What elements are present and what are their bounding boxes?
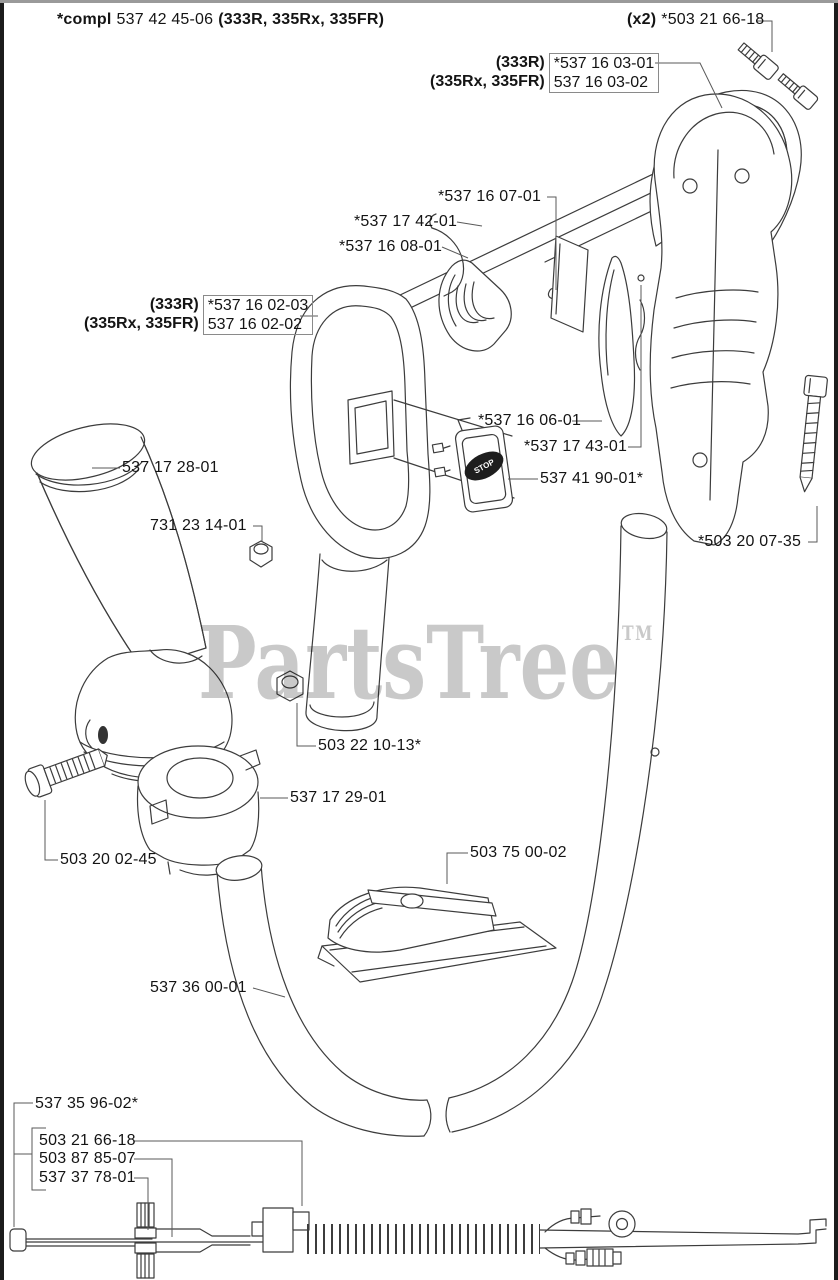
part-label-group-537-16-02: [84, 295, 313, 335]
part-label-537-41-90-01: 537 41 90-01*: [540, 470, 644, 487]
right-page-border: [834, 0, 838, 1280]
part-label-537-17-42-01: *537 17 42-01: [354, 213, 458, 230]
cover-screw-2-drawing: [776, 71, 819, 111]
trigger-bracket-drawing: [551, 236, 588, 332]
partstree-watermark: [198, 583, 654, 722]
part-537-16-02-03: *537 16 02-03: [207, 297, 309, 314]
part-label-537-16-07-01: *537 16 07-01: [438, 188, 542, 205]
assembly-title-models: (333R, 335Rx, 335FR): [218, 11, 385, 28]
housing-screw-drawing: [794, 375, 828, 493]
part-label-503-21-66-18-bottom: 503 21 66-18: [39, 1132, 136, 1149]
assembly-title-prefix: *compl: [57, 11, 112, 28]
part-label-537-35-96-02: 537 35 96-02*: [35, 1095, 139, 1112]
part-label-537-17-29-01: 537 17 29-01: [290, 789, 387, 806]
right-handle-housing-drawing: [650, 94, 792, 545]
model-333r: (333R): [149, 296, 199, 313]
assembly-title: [57, 11, 384, 29]
watermark-text: PartsTree: [198, 604, 619, 722]
lower-clamp-drawing: [318, 887, 556, 982]
part-label-503-21-66-18-x2: [627, 11, 764, 29]
throttle-lockout-drawing: [599, 256, 645, 436]
stop-switch-drawing: [432, 418, 513, 513]
part-537-16-02-02: 537 16 02-02: [207, 316, 303, 333]
grip-nut-drawing: [250, 541, 272, 567]
part-537-16-03-02: 537 16 03-02: [553, 74, 649, 91]
part-label-group-537-16-03: [430, 53, 659, 93]
part-label-537-16-06-01: *537 16 06-01: [478, 412, 582, 429]
left-page-border: [0, 0, 4, 1280]
part-label-537-37-78-01: 537 37 78-01: [39, 1169, 136, 1186]
part-537-16-03-01: *537 16 03-01: [553, 55, 655, 72]
part-label-503-20-07-35: *503 20 07-35: [698, 533, 802, 550]
part-label-503-22-10-13: 503 22 10-13*: [318, 737, 422, 754]
throttle-cable-assembly-drawing: [10, 1203, 826, 1278]
part-label-503-75-00-02: 503 75 00-02: [470, 844, 567, 861]
x2-qty: (x2): [627, 11, 657, 28]
part-label-537-36-00-01: 537 36 00-01: [150, 979, 247, 996]
cover-screw-1-drawing: [736, 40, 780, 81]
clamp-bolt-drawing: [22, 742, 113, 800]
model-335rx-335fr: (335Rx, 335FR): [430, 73, 545, 90]
x2-part: *503 21 66-18: [661, 11, 765, 28]
part-label-537-17-43-01: *537 17 43-01: [524, 438, 628, 455]
stop-switch-label: STOP: [472, 457, 496, 476]
watermark-tm: TM: [621, 621, 654, 645]
part-label-503-20-02-45: 503 20 02-45: [60, 851, 157, 868]
part-label-731-23-14-01: 731 23 14-01: [150, 517, 247, 534]
part-label-503-87-85-07: 503 87 85-07: [39, 1150, 136, 1167]
assembly-title-number: 537 42 45-06: [116, 11, 214, 28]
model-333r: (333R): [495, 54, 545, 71]
throttle-trigger-drawing: [439, 260, 511, 351]
part-label-537-17-28-01: 537 17 28-01: [122, 459, 219, 476]
part-label-537-16-08-01: *537 16 08-01: [339, 238, 443, 255]
model-335rx-335fr: (335Rx, 335FR): [84, 315, 199, 332]
